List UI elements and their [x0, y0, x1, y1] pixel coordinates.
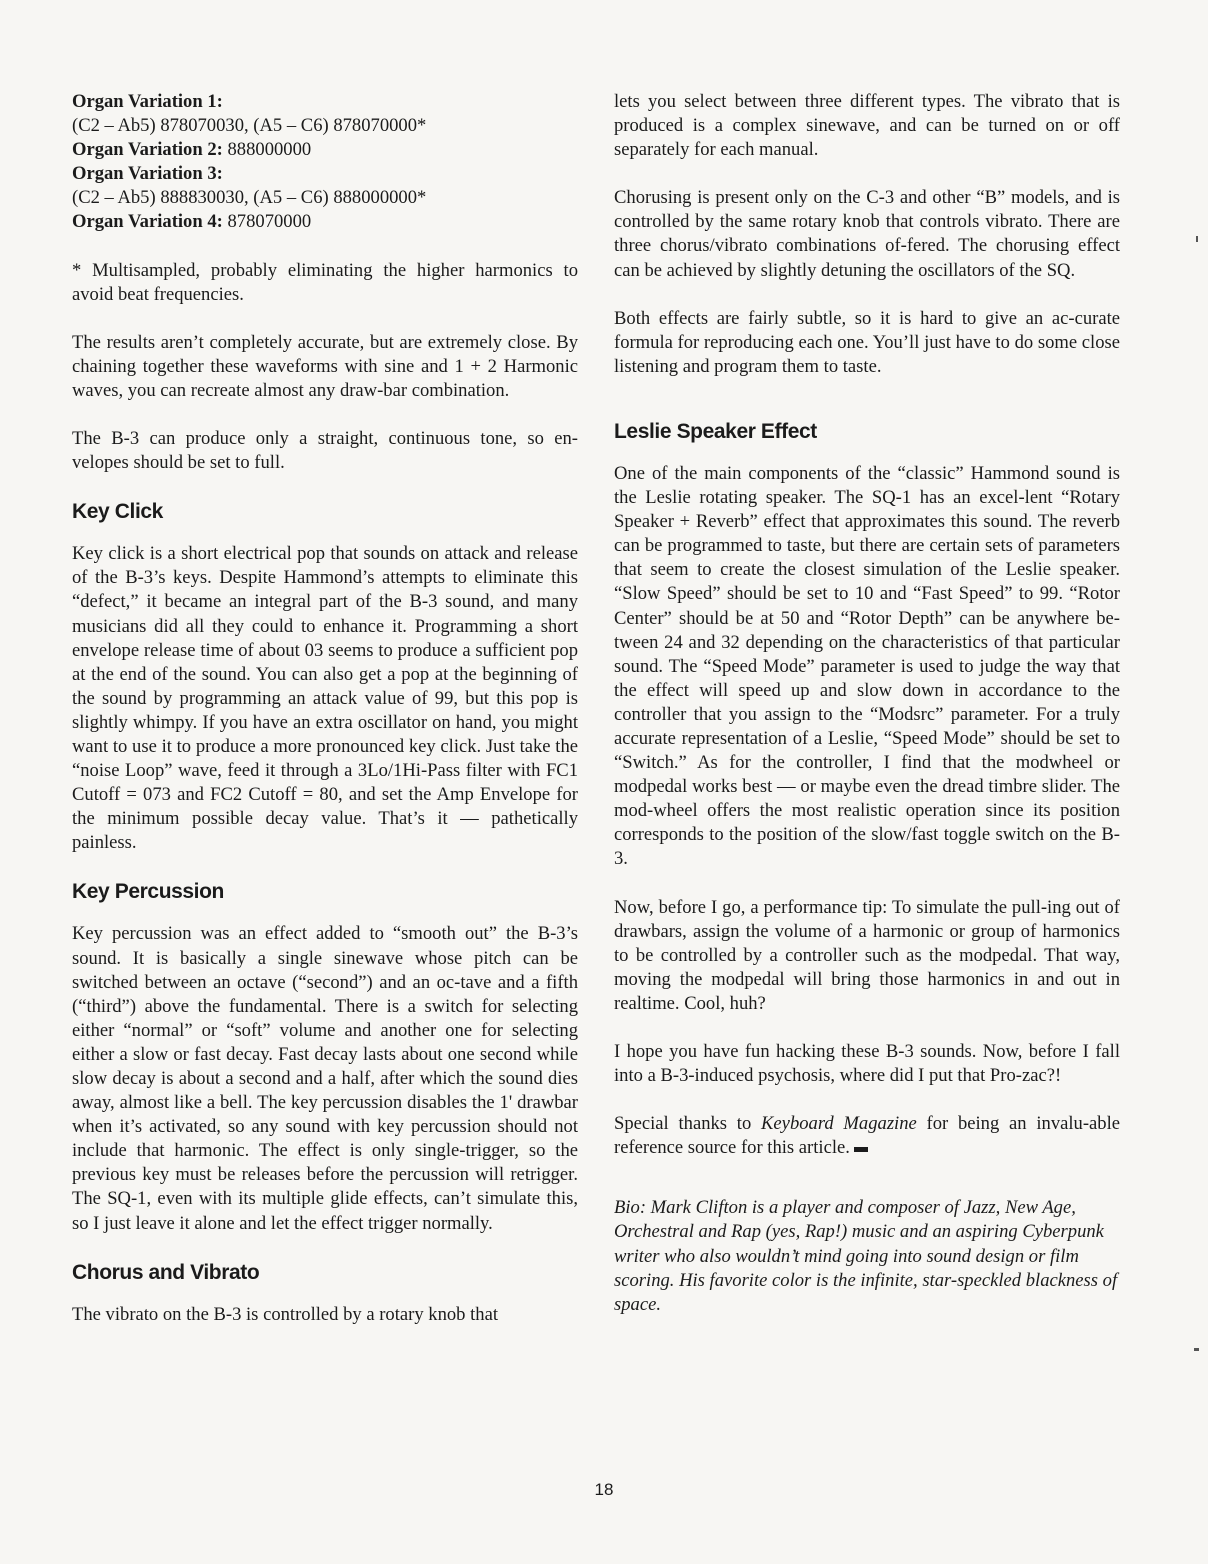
paragraph-key-click: Key click is a short electrical pop that sounds on attack and release of the B-3’s keys. Despite Hammond’s attempts to eliminate this “defect,” it became an integral part of the B-3 sound, and many musicians did all they could to enhance it. Programming a short envelope release time of about 03 seems to produce a sufficient pop at the end of the sound. You can also get a pop at the beginning of the sound by programming an attack value of 99, but this pop is slightly whimpy. If you have an extra oscillator on hand, you might want to use it to produce a more pronounced key click. Just take the “noise Loop” wave, feed it through a 3Lo/1Hi-Pass filter with FC1 Cutoff = 073 and FC2 Cutoff = 80, and set the Amp Envelope for the minimum possible decay value. That’s it — pathetically painless.	[72, 543, 578, 854]
organ-variation-1-label: Organ Variation 1:	[72, 91, 223, 112]
right-column	[614, 90, 1120, 1341]
paragraph-hope: I hope you have fun hacking these B-3 sounds. Now, before I fall into a B-3-induced psychosis, where did I put that Pro-zac?!	[614, 1041, 1120, 1087]
heading-leslie-speaker: Leslie Speaker Effect	[614, 419, 817, 443]
heading-key-percussion: Key Percussion	[72, 880, 224, 904]
organ-variation-3-label: Organ Variation 3:	[72, 163, 223, 185]
paragraph-performance-tip: Now, before I go, a performance tip: To simulate the pull-ing out of drawbars, assign the volume of a harmonic or group of harmonics to be controlled by a controller such as the modpedal. That way, moving the modpedal will bring those harmonics in and out in realtime. Cool, huh?	[614, 896, 1120, 1014]
organ-variation-2: Organ Variation 2: 888000000	[72, 139, 312, 161]
organ-variation-3-values: (C2 – Ab5) 888830030, (A5 – C6) 888000000*	[72, 187, 427, 209]
margin-mark	[1196, 236, 1198, 242]
paragraph-vibrato-start: The vibrato on the B-3 is controlled by a rotary knob that	[72, 1303, 499, 1325]
magazine-title: Keyboard Magazine	[761, 1113, 917, 1135]
author-bio: Bio: Mark Clifton is a player and composer of Jazz, New Age, Orchestral and Rap (yes, Rap!) music and an aspiring Cyberpunk writer who also wouldn’t mind going into sound design or film scoring. His favorite color is the infinite, star-speckled blackness of space.	[614, 1197, 1118, 1315]
end-of-article-mark	[854, 1147, 868, 1152]
paragraph-leslie: One of the main components of the “classic” Hammond sound is the Leslie rotating speaker. The SQ-1 has an excel-lent “Rotary Speaker + Reverb” effect that approximates this sound. The reverb can be programmed to taste, but there are certain sets of parameters that seem to create the closest simulation of the Leslie speaker. “Slow Speed” should be set to 10 and “Fast Speed” to 99. “Rotor Center” should be at 50 and “Rotor Depth” can be anywhere be-tween 24 and 32 depending on the characteristics of that particular sound. The “Speed Mode” parameter is used to judge the way that the effect will speed up and slow down in accordance to the controller that you assign to the “Modsrc” parameter. For a truly accurate representation of a Leslie, “Speed Mode” should be set to “Switch.” As for the controller, I find that the modwheel or modpedal works best — or maybe even the dread timbre slider. The mod-wheel offers the most realistic operation since its position corresponds to the position of the slow/fast toggle switch on the B-3.	[614, 462, 1120, 870]
organ-variations-list	[72, 90, 578, 235]
paragraph-b3-tone: The B-3 can produce only a straight, continuous tone, so en-velopes should be set to full.	[72, 428, 578, 474]
paragraph-both-effects: Both effects are fairly subtle, so it is hard to give an ac-curate formula for reproducing each one. You’ll just have to do some close listening and program them to taste.	[614, 307, 1120, 377]
heading-key-click: Key Click	[72, 500, 163, 524]
paragraph-results: The results aren’t completely accurate, but are extremely close. By chaining together these waveforms with sine and 1 + 2 Harmonic waves, you can recreate almost any draw-bar combination.	[72, 331, 578, 401]
footnote-multisampled: * Multisampled, probably eliminating the higher harmonics to avoid beat frequencies.	[72, 259, 578, 305]
margin-mark	[1194, 1348, 1199, 1351]
left-column	[72, 90, 578, 1351]
paragraph-thanks: Special thanks to Keyboard Magazine for being an invalu-able reference source for this article.	[614, 1113, 1120, 1159]
organ-variation-1-values: (C2 – Ab5) 878070030, (A5 – C6) 878070000*	[72, 115, 427, 137]
paragraph-vibrato-cont: lets you select between three different types. The vibrato that is produced is a complex sinewave, and can be turned on or off separately for each manual.	[614, 91, 1120, 161]
organ-variation-4: Organ Variation 4: 878070000	[72, 211, 312, 233]
paragraph-chorusing: Chorusing is present only on the C-3 and other “B” models, and is controlled by the same rotary knob that controls vibrato. There are three chorus/vibrato combinations of-fered. The chorusing effect can be achieved by slightly detuning the oscillators of the SQ.	[614, 187, 1120, 281]
heading-chorus-vibrato: Chorus and Vibrato	[72, 1260, 260, 1284]
page-number: 18	[594, 1480, 614, 1499]
paragraph-key-percussion: Key percussion was an effect added to “smooth out” the B-3’s sound. It is basically a single sinewave whose pitch can be switched between an octave (“second”) and an oc-tave and a fifth (“third”) above the fundamental. There is a switch for selecting either “normal” or “soft” volume and another one for selecting either a slow or fast decay. Fast decay lasts about one second while slow decay is about a second and a half, after which the sound dies away, almost like a bell. The key percussion disables the 1' drawbar when it’s activated, so any sound with key percussion should not include that harmonic. The effect is only single-trigger, so the previous key must be releases before the percussion will retrigger. The SQ-1, even with its multiple glide effects, can’t simulate this, so I just leave it alone and let the effect trigger normally.	[72, 923, 578, 1234]
